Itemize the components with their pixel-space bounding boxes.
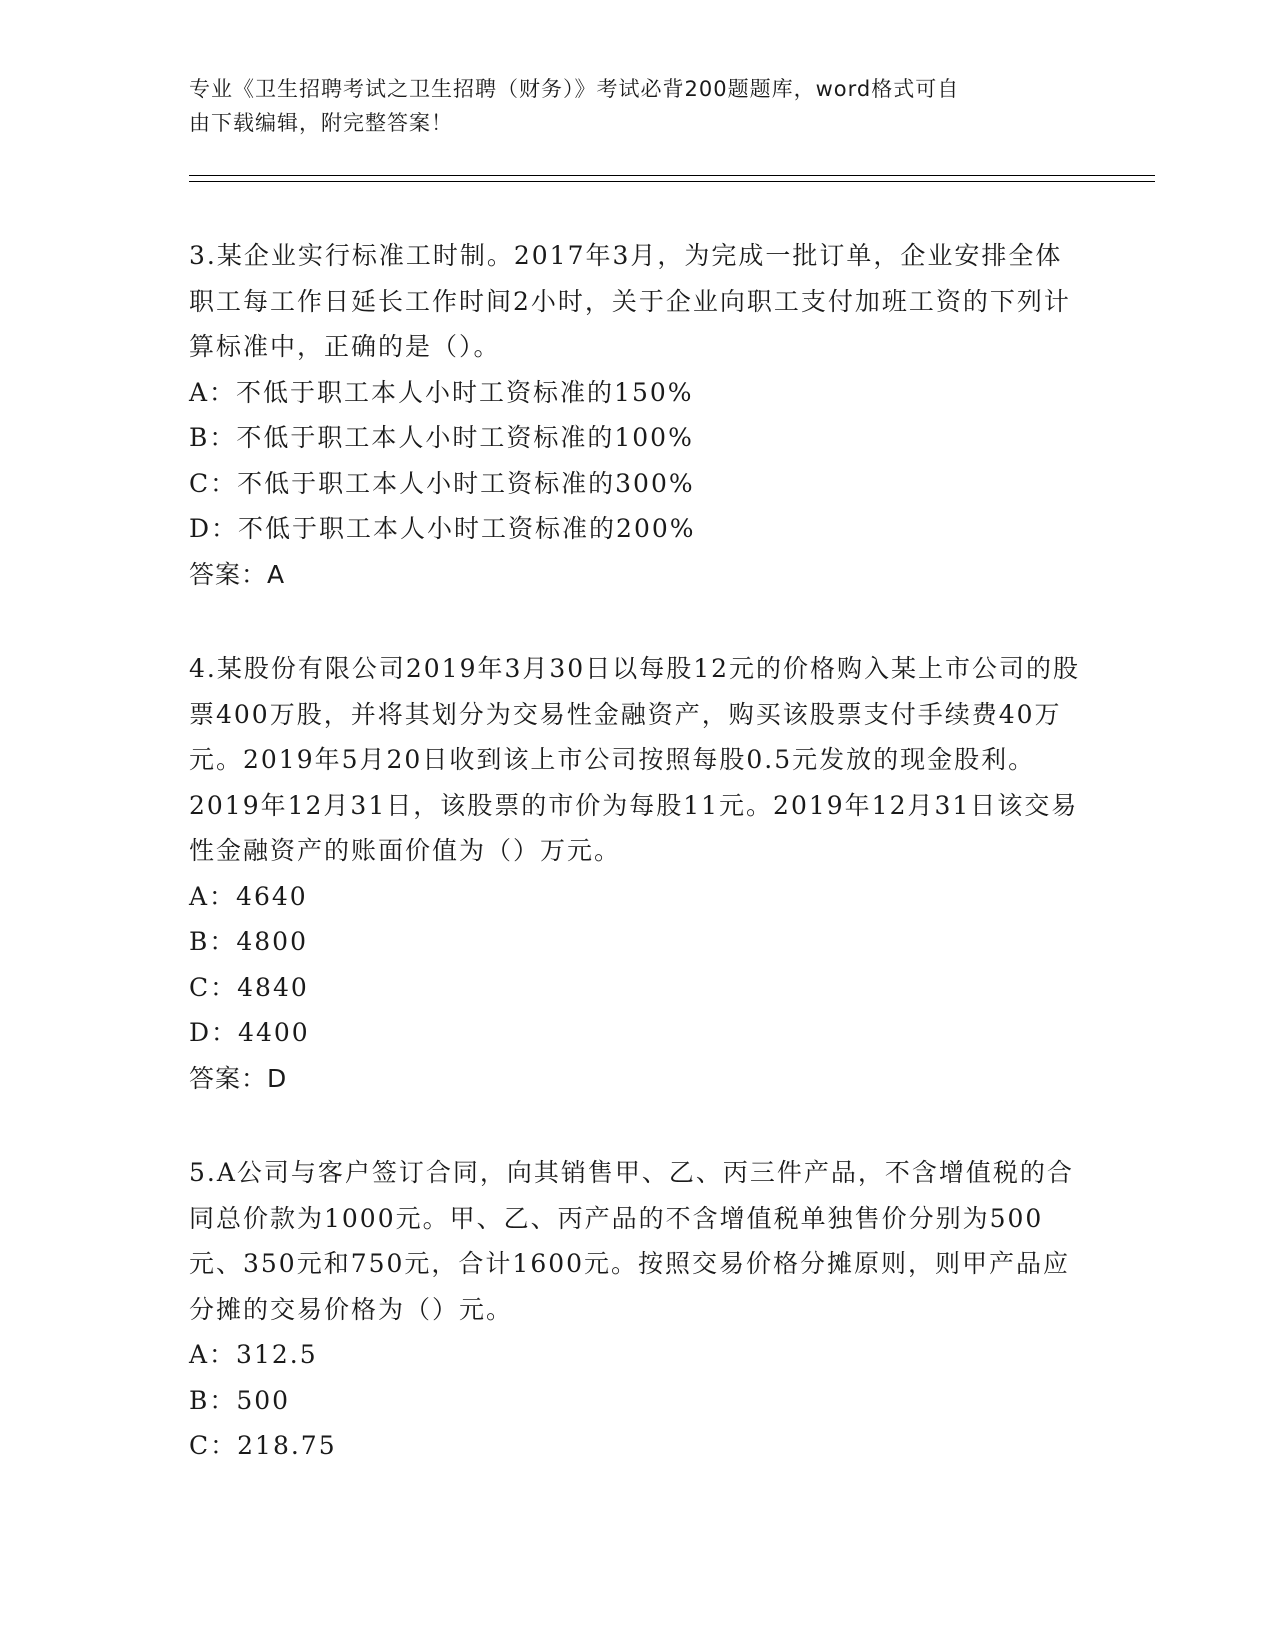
option-b: B：4800: [189, 927, 308, 956]
option-c: C：4840: [189, 972, 309, 1002]
question-stem: 3.某企业实行标准工时制。2017年3月，为完成一批订单，企业安排全体职工每工作日延长工作时间2小时，关于企业向职工支付加班工资的下列计算标准中，正确的是（）。: [189, 241, 1071, 361]
document-header: [189, 72, 1089, 140]
header-divider-bottom: [189, 181, 1155, 182]
option-c: C：不低于职工本人小时工资标准的300%: [189, 468, 695, 498]
option-b: B：不低于职工本人小时工资标准的100%: [189, 423, 694, 452]
option-b: B：500: [189, 1385, 291, 1415]
option-a: A：不低于职工本人小时工资标准的150%: [189, 377, 694, 407]
question-3: [189, 233, 1089, 597]
option-a: A：312.5: [189, 1340, 318, 1369]
question-4: [189, 646, 1089, 1101]
answer-line: 答案：D: [189, 1063, 288, 1093]
header-line-1: 专业《卫生招聘考试之卫生招聘（财务）》考试必背200题题库，word格式可自: [189, 77, 960, 101]
header-line-2: 由下载编辑，附完整答案！: [189, 111, 453, 135]
question-stem: 4.某股份有限公司2019年3月30日以每股12元的价格购入某上市公司的股票400万股，并将其划分为交易性金融资产，购买该股票支付手续费40万元。2019年5月20日收到该上市公司按照每股0.5元发放的现金股利。2019年12月31日，该股票的市价为每股11元。2019年12月31日该交易性金融资产的账面价值为（）万元。: [189, 654, 1081, 865]
question-stem: 5.A公司与客户签订合同，向其销售甲、乙、丙三件产品，不含增值税的合同总价款为1000元。甲、乙、丙产品的不含增值税单独售价分别为500元、350元和750元，合计1600元。按照交易价格分摊原则，则甲产品应分摊的交易价格为（）元。: [189, 1158, 1074, 1324]
option-a: A：4640: [189, 881, 308, 911]
question-5: [189, 1150, 1089, 1469]
answer-line: 答案：A: [189, 559, 286, 589]
option-d: D：不低于职工本人小时工资标准的200%: [189, 514, 696, 543]
option-c: C：218.75: [189, 1431, 337, 1460]
option-d: D：4400: [189, 1018, 310, 1047]
header-divider-top: [189, 175, 1155, 176]
